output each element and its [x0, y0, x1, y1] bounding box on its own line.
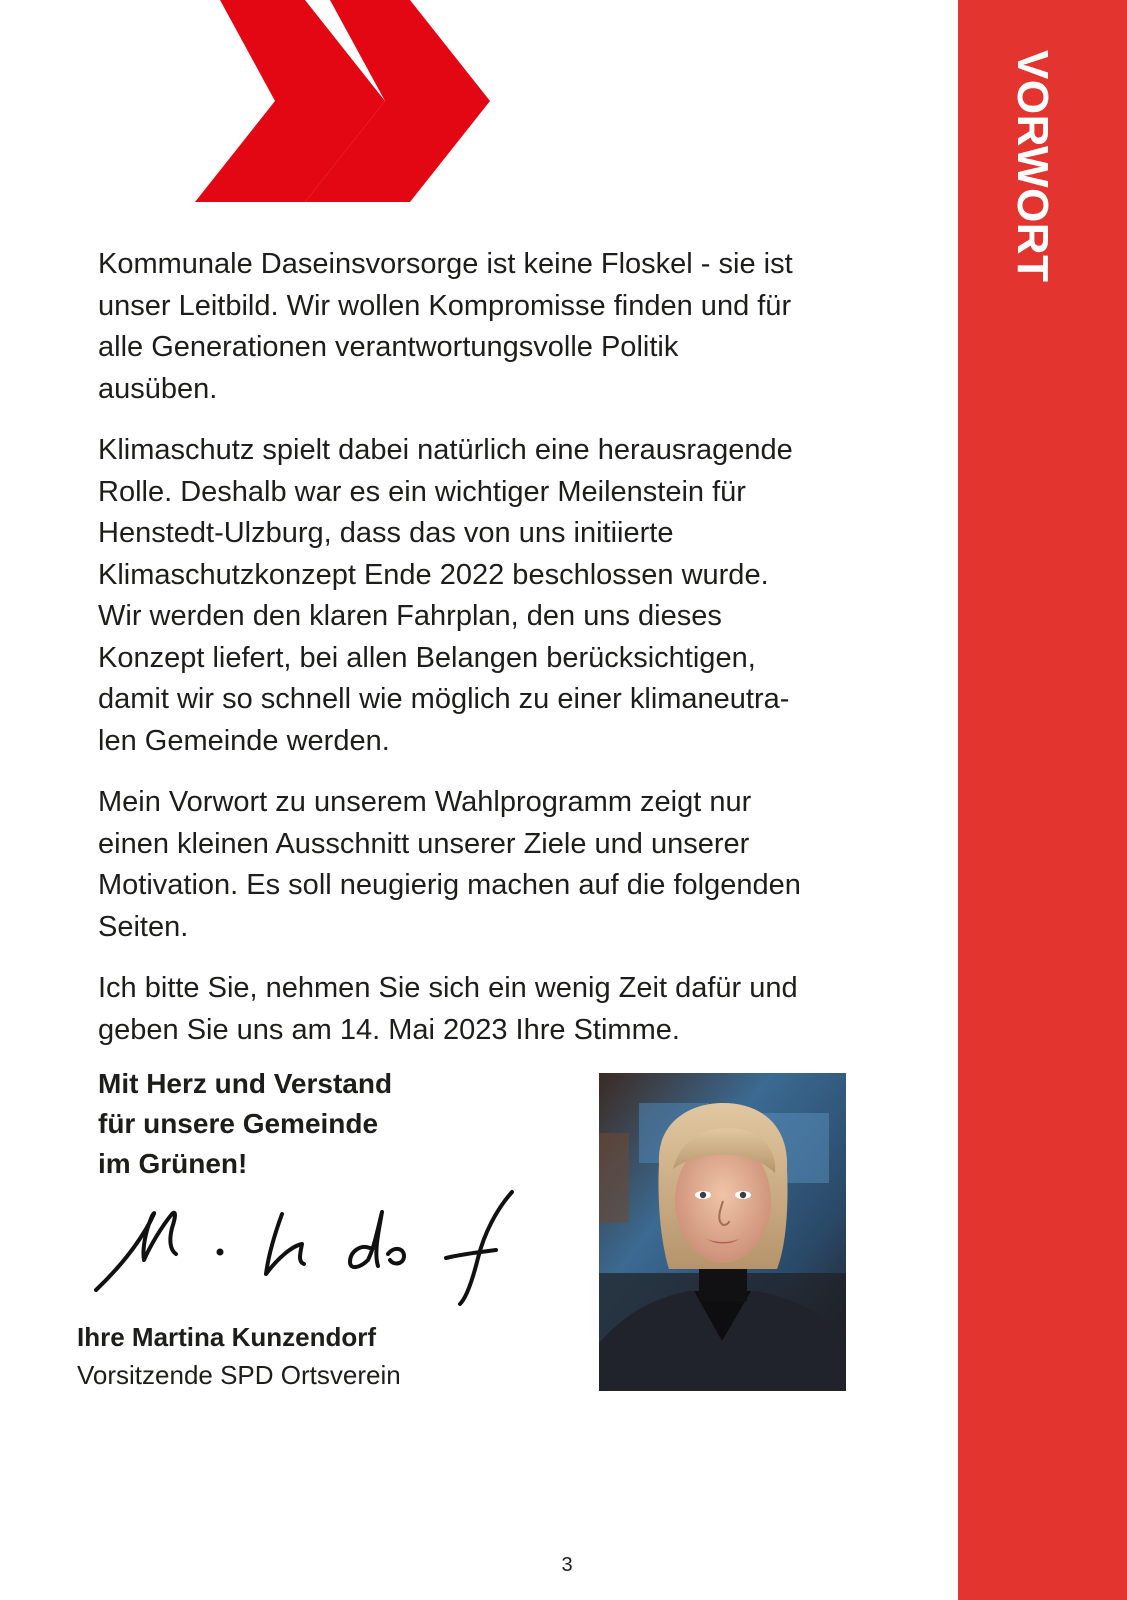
section-title: VORWORT [1008, 50, 1057, 283]
paragraph: Mein Vorwort zu unserem Wahlprogramm zeigt nur einen kleinen Ausschnitt unserer Ziele und unserer Motivation. Es soll neugierig machen auf die folgenden Seiten. [98, 786, 801, 943]
paragraph: Kommunale Daseinsvorsorge ist keine Floskel - sie ist unser Leitbild. Wir wollen Kompromisse finden und für alle Generationen verantwortungsvolle Politik ausüben. [98, 248, 793, 405]
paragraph: Klimaschutz spielt dabei natürlich eine herausragende Rolle. Deshalb war es ein wichtiger Meilenstein für Henstedt-Ulzburg, dass das von uns initiierte Klimaschutzkonzept Ende 2022 beschlossen wurde. Wir werden den klaren Fahrplan, den uns dieses Konzept liefert, bei allen Belangen berücksichtigen, damit wir so schnell wie möglich zu einer klimaneutra- len Gemeinde werden. [98, 434, 793, 757]
signer-block [77, 1318, 401, 1394]
portrait-photo [599, 1073, 846, 1391]
signer-role: Vorsitzende SPD Ortsverein [77, 1360, 401, 1390]
chevron-arrows-icon [195, 0, 495, 202]
signature [92, 1188, 532, 1308]
signer-name: Ihre Martina Kunzendorf [77, 1322, 377, 1352]
page-number: 3 [561, 1554, 573, 1576]
paragraph: Ich bitte Sie, nehmen Sie sich ein wenig Zeit dafür und geben Sie uns am 14. Mai 2023 Ihre Stimme. [98, 972, 798, 1046]
foreword-body [98, 244, 888, 1071]
closing-slogan: Mit Herz und Verstand für unsere Gemeinde im Grünen! [98, 1068, 393, 1179]
